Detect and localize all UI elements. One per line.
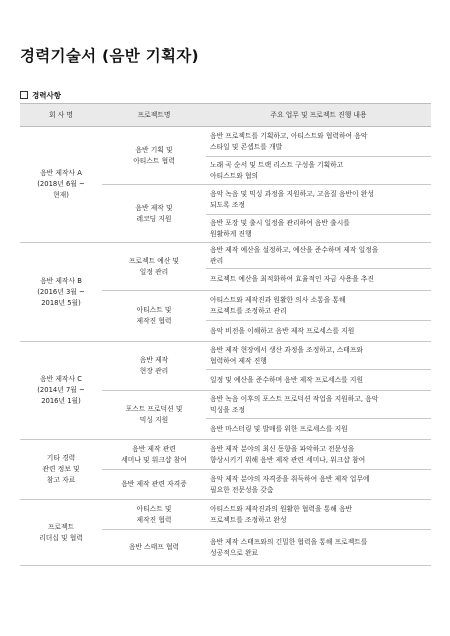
company-cell: 음반 제작사 A (2018년 6월 ~ 현재) [20,127,102,243]
task-cell: 음반 제작 분야의 최신 동향을 파악하고 전문성을 향상시키기 위해 음반 제작 관련 세미나, 워크샵 참여 [206,440,431,470]
section-heading [20,90,61,101]
task-cell: 노래 곡 순서 및 트랙 리스트 구성을 기획하고 아티스트와 협의 [206,157,431,185]
task-cell: 음반 마스터링 및 발매를 위한 프로세스를 지원 [206,419,431,440]
task-cell: 음악 제작 분야의 자격증을 취득하여 음반 제작 업무에 필요한 전문성을 갖춤 [206,470,431,500]
task-cell: 음반 포장 및 출시 일정을 관리하여 음반 출시를 원활하게 진행 [206,215,431,243]
column-header-company: 회 사 명 [20,104,102,127]
table-row [20,127,431,157]
company-cell: 기타 경력 관련 정보 및 참고 자료 [20,440,102,500]
table-row [20,243,431,269]
task-cell: 일정 및 예산을 준수하며 음반 제작 프로세스를 지원 [206,370,431,391]
task-cell: 음반 제작 스태프와의 긴밀한 협력을 통해 프로젝트를 성공적으로 완료 [206,530,431,566]
project-cell: 아티스트 및 제작진 협력 [102,291,206,342]
document-title: 경력기술서 (음반 기획자) [20,47,199,65]
company-cell: 음반 제작사 C (2014년 7월 ~ 2016년 1월) [20,342,102,440]
project-cell: 음반 제작 현장 관리 [102,342,206,391]
task-cell: 음반 제작 현장에서 생산 과정을 조정하고, 스태프와 협력하여 제작 진행 [206,342,431,370]
table-row [20,342,431,370]
task-cell: 음반 녹음 이후의 포스트 프로덕션 작업을 지원하고, 음악 믹싱을 조정 [206,391,431,419]
company-cell: 음반 제작사 B (2016년 3월 ~ 2018년 5월) [20,243,102,342]
task-cell: 아티스트와 제작진과의 원활한 협력을 통해 음반 프로젝트를 조정하고 완성 [206,500,431,530]
project-cell: 음반 제작 관련 자격증 [102,470,206,500]
project-cell: 음반 스태프 협력 [102,530,206,566]
table-row [20,500,431,530]
column-header-tasks: 주요 업무 및 프로젝트 진행 내용 [206,104,431,127]
checkbox-square-icon [20,91,28,99]
task-cell: 음악 비전을 이해하고 음반 제작 프로세스를 지원 [206,321,431,342]
section-title: 경력사항 [32,91,61,100]
table-header-row [20,104,431,127]
career-table [20,103,431,566]
project-cell: 포스트 프로덕션 및 믹싱 지원 [102,391,206,440]
project-cell: 음반 제작 관련 세미나 및 워크샵 참여 [102,440,206,470]
column-header-project: 프로젝트명 [102,104,206,127]
task-cell: 아티스트와 제작진과 원활한 의사 소통을 통해 프로젝트를 조정하고 관리 [206,291,431,321]
project-cell: 음반 제작 및 레코딩 지원 [102,185,206,243]
task-cell: 음반 제작 예산을 설정하고, 예산을 준수하며 제작 일정을 관리 [206,243,431,269]
task-cell: 음악 녹음 및 믹싱 과정을 지원하고, 고음질 음반이 완성 되도록 조정 [206,185,431,215]
table-row [20,440,431,470]
company-cell: 프로젝트 리더십 및 협력 [20,500,102,566]
career-table-body [20,127,431,566]
project-cell: 음반 기획 및 아티스트 협력 [102,127,206,185]
task-cell: 음반 프로젝트를 기획하고, 아티스트와 협력하여 음악 스타일 및 콘셉트를 개발 [206,127,431,157]
task-cell: 프로젝트 예산을 최적화하여 효율적인 자금 사용을 추진 [206,269,431,291]
project-cell: 프로젝트 예산 및 일정 관리 [102,243,206,291]
project-cell: 아티스트 및 제작진 협력 [102,500,206,530]
